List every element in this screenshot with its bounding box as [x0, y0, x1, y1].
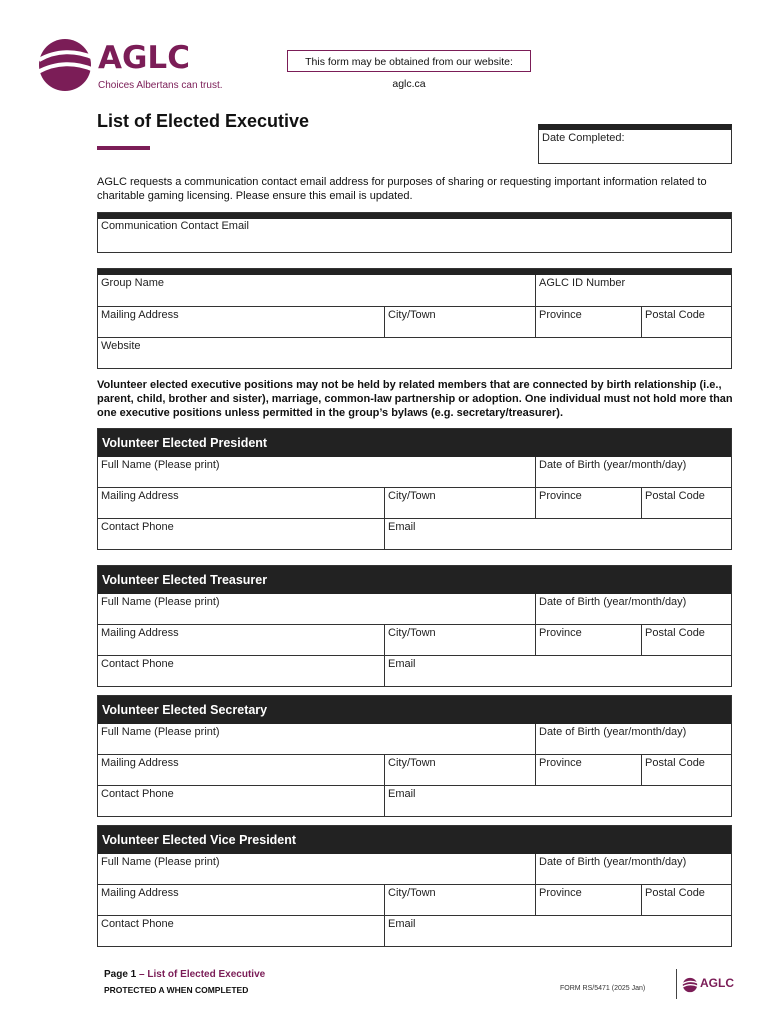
- dob-label: Date of Birth (year/month/day): [539, 726, 687, 738]
- postal-code-label: Postal Code: [645, 887, 705, 899]
- aglc-id-label: AGLC ID Number: [539, 277, 626, 289]
- footer-page-label: Page 1 – List of Elected Executive: [104, 969, 266, 980]
- section-header: Volunteer Elected Secretary: [98, 696, 731, 724]
- president-mailing-address-field[interactable]: [98, 488, 385, 519]
- vice-president-full-name-field[interactable]: [98, 854, 536, 885]
- mailing-address-label: Mailing Address: [101, 309, 179, 321]
- city-label: City/Town: [388, 490, 436, 502]
- group-info-box: [97, 268, 732, 369]
- province-label: Province: [539, 757, 582, 769]
- logo-wordmark: AGLC: [98, 40, 190, 76]
- contact-phone-label: Contact Phone: [101, 918, 174, 930]
- contact-phone-label: Contact Phone: [101, 521, 174, 533]
- treasurer-email-field[interactable]: [385, 656, 731, 686]
- secretary-email-field[interactable]: [385, 786, 731, 816]
- group-mailing-address-field[interactable]: [98, 307, 385, 338]
- treasurer-city-field[interactable]: [385, 625, 536, 656]
- vice-president-city-field[interactable]: [385, 885, 536, 916]
- treasurer-postal-code-field[interactable]: [642, 625, 731, 656]
- footer-logo: [682, 973, 742, 997]
- footer-protected: PROTECTED A WHEN COMPLETED: [104, 985, 249, 995]
- president-email-field[interactable]: [385, 519, 731, 549]
- vice-president-contact-phone-field[interactable]: [98, 916, 385, 946]
- contact-phone-label: Contact Phone: [101, 658, 174, 670]
- vice-president-dob-field[interactable]: [536, 854, 731, 885]
- president-city-field[interactable]: [385, 488, 536, 519]
- section-vice-president: [97, 825, 732, 947]
- secretary-dob-field[interactable]: [536, 724, 731, 755]
- group-postal-code-field[interactable]: [642, 307, 731, 338]
- group-city-field[interactable]: [385, 307, 536, 338]
- group-province-field[interactable]: [536, 307, 642, 338]
- postal-code-label: Postal Code: [645, 490, 705, 502]
- secretary-city-field[interactable]: [385, 755, 536, 786]
- section-treasurer: [97, 565, 732, 687]
- province-label: Province: [539, 309, 582, 321]
- footer-globe-icon: [682, 977, 698, 993]
- vice-president-postal-code-field[interactable]: [642, 885, 731, 916]
- mailing-address-label: Mailing Address: [101, 627, 179, 639]
- full-name-label: Full Name (Please print): [101, 726, 220, 738]
- email-label: Email: [388, 788, 416, 800]
- secretary-full-name-field[interactable]: [98, 724, 536, 755]
- city-label: City/Town: [388, 627, 436, 639]
- postal-code-label: Postal Code: [645, 757, 705, 769]
- section-president: [97, 428, 732, 550]
- full-name-label: Full Name (Please print): [101, 596, 220, 608]
- treasurer-dob-field[interactable]: [536, 594, 731, 625]
- aglc-globe-icon: [36, 36, 94, 94]
- footer-page-title: List of Elected Executive: [147, 969, 266, 980]
- policy-notice: Volunteer elected executive positions may not be held by related members that are connected by birth relationship (i.e., parent, child, brother and sister), marriage, common-law partnership or adoption. One individual must not hold more than one executive positions unless permitted in the group’s bylaws (e.g. secretary/treasurer).: [97, 379, 733, 419]
- group-name-field[interactable]: [98, 275, 536, 307]
- full-name-label: Full Name (Please print): [101, 459, 220, 471]
- mailing-address-label: Mailing Address: [101, 887, 179, 899]
- footer-form-id: FORM RS/5471 (2025 Jan): [560, 985, 646, 992]
- secretary-postal-code-field[interactable]: [642, 755, 731, 786]
- city-label: City/Town: [388, 309, 436, 321]
- president-province-field[interactable]: [536, 488, 642, 519]
- postal-code-label: Postal Code: [645, 627, 705, 639]
- website-field[interactable]: [98, 338, 731, 368]
- dob-label: Date of Birth (year/month/day): [539, 596, 687, 608]
- province-label: Province: [539, 627, 582, 639]
- email-label: Email: [388, 521, 416, 533]
- footer-divider: [676, 969, 677, 999]
- dob-label: Date of Birth (year/month/day): [539, 459, 687, 471]
- president-contact-phone-field[interactable]: [98, 519, 385, 549]
- postal-code-label: Postal Code: [645, 309, 705, 321]
- date-completed-label: Date Completed:: [542, 132, 625, 144]
- treasurer-mailing-address-field[interactable]: [98, 625, 385, 656]
- city-label: City/Town: [388, 887, 436, 899]
- page-title: List of Elected Executive: [97, 111, 310, 131]
- contact-email-box: [97, 212, 732, 253]
- intro-text: AGLC requests a communication contact email address for purposes of sharing or requesting important information related to charitable gaming licensing. Please ensure this email is updated.: [97, 176, 707, 202]
- footer-logo-word: AGLC: [700, 976, 734, 990]
- email-label: Email: [388, 918, 416, 930]
- mailing-address-label: Mailing Address: [101, 490, 179, 502]
- section-header: Volunteer Elected President: [98, 429, 731, 457]
- vice-president-province-field[interactable]: [536, 885, 642, 916]
- city-label: City/Town: [388, 757, 436, 769]
- contact-email-label: Communication Contact Email: [101, 220, 249, 232]
- vice-president-mailing-address-field[interactable]: [98, 885, 385, 916]
- website-label: Website: [101, 340, 141, 352]
- section-secretary: [97, 695, 732, 817]
- footer-page-number: Page 1: [104, 969, 137, 980]
- treasurer-full-name-field[interactable]: [98, 594, 536, 625]
- secretary-contact-phone-field[interactable]: [98, 786, 385, 816]
- email-label: Email: [388, 658, 416, 670]
- contact-email-field[interactable]: [98, 213, 731, 252]
- section-header: Volunteer Elected Vice President: [98, 826, 731, 854]
- group-name-label: Group Name: [101, 277, 164, 289]
- logo-tagline: Choices Albertans can trust.: [98, 80, 223, 91]
- title-underline: [97, 146, 150, 150]
- treasurer-province-field[interactable]: [536, 625, 642, 656]
- mailing-address-label: Mailing Address: [101, 757, 179, 769]
- contact-phone-label: Contact Phone: [101, 788, 174, 800]
- secretary-mailing-address-field[interactable]: [98, 755, 385, 786]
- secretary-province-field[interactable]: [536, 755, 642, 786]
- date-completed-field[interactable]: [538, 124, 732, 164]
- aglc-logo: [36, 36, 226, 96]
- president-postal-code-field[interactable]: [642, 488, 731, 519]
- vice-president-email-field[interactable]: [385, 916, 731, 946]
- president-dob-field[interactable]: [536, 457, 731, 488]
- website-notice: This form may be obtained from our website: aglc.ca: [287, 50, 531, 72]
- full-name-label: Full Name (Please print): [101, 856, 220, 868]
- dob-label: Date of Birth (year/month/day): [539, 856, 687, 868]
- treasurer-contact-phone-field[interactable]: [98, 656, 385, 686]
- province-label: Province: [539, 887, 582, 899]
- section-header: Volunteer Elected Treasurer: [98, 566, 731, 594]
- aglc-id-field[interactable]: [536, 275, 731, 307]
- president-full-name-field[interactable]: [98, 457, 536, 488]
- province-label: Province: [539, 490, 582, 502]
